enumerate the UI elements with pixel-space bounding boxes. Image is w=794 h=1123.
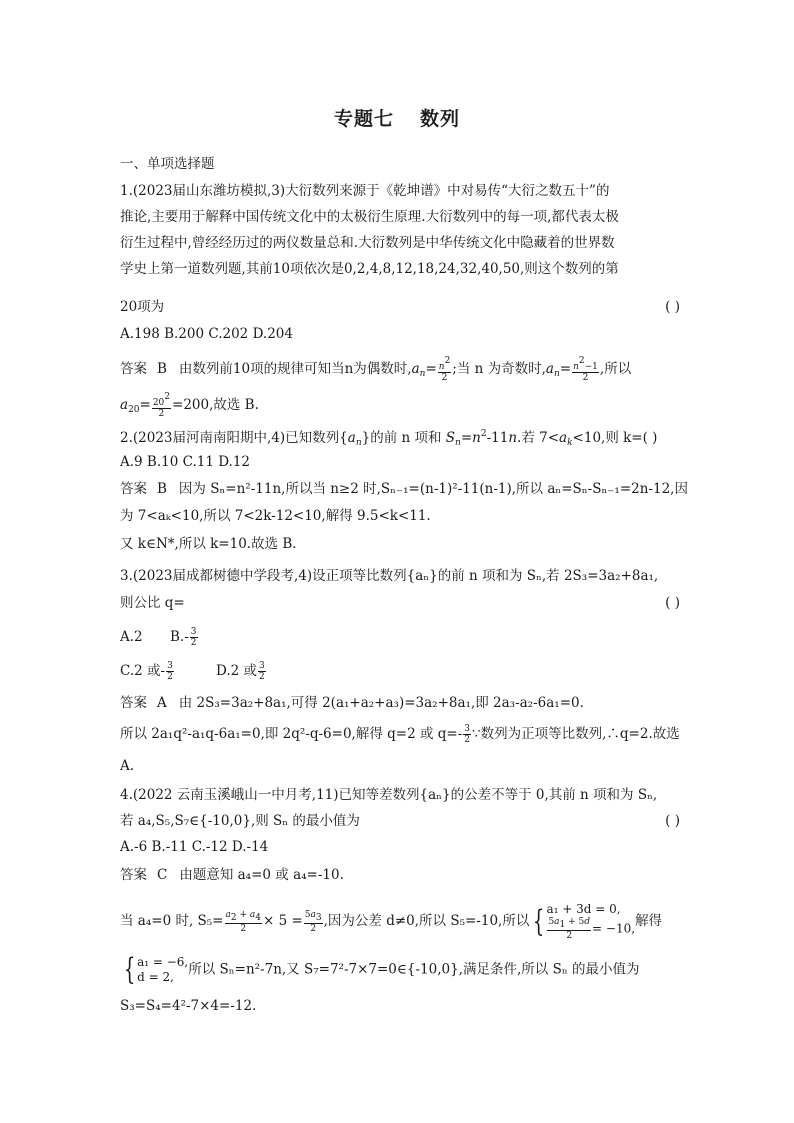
q3-frac-den-d: 2 [259, 672, 265, 682]
q3-answer-text: 由 2S₃=3a₂+8a₁,可得 2(a₁+a₂+a₃)=3a₂+8a₁,即 2a₃-a₂-6a₁=0. [178, 695, 584, 711]
q4-line-2 [120, 812, 680, 830]
q3-options-row-2 [120, 661, 680, 682]
q4-system-brace-1: { [533, 903, 545, 939]
q1-line-5 [120, 298, 680, 316]
q3-answer-fraction [463, 724, 471, 745]
q1-answer-text: 由数列前10项的规律可知当n为偶数时, [178, 361, 412, 377]
q4-options: A.-6 B.-11 C.-12 D.-14 [120, 839, 269, 855]
q4-answer-letter: C [157, 867, 168, 883]
q3-answer-text-2a: 所以 2a₁q²-a₁q-6a₁=0,即 2q²-q-6=0,解得 q=2 或 q=- [120, 726, 463, 742]
q4-answer-blank: ( ) [665, 813, 680, 829]
q3-option-c [120, 661, 216, 682]
q2-answer-line-2: 为 7<aₖ<10,所以 7<2k-12<10,解得 9.5<k<11. [120, 508, 431, 524]
q4-fraction-s5: $\frac{a_2 + a_4}{2}$ [225, 909, 261, 934]
q2-answer-letter: B [157, 481, 167, 497]
q4-system-1: a₁ + 3d = 0, $\frac{5a_1 + 5d}{2}$ = −10, [546, 902, 636, 941]
q1-fraction-even: $\frac{n^2}{2}$ [438, 356, 451, 383]
q2-options: A.9 B.10 C.11 D.12 [120, 454, 251, 470]
q2-answer-label: 答案 [120, 481, 147, 497]
q4-answer-text: 由题意知 a₄=0 或 a₄=-10. [179, 867, 344, 883]
q2-stem-d: <10,则 k=( ) [572, 430, 658, 446]
q4-answer-line-3 [120, 952, 680, 987]
q1-fraction-odd: $\frac{n^2-1}{2}$ [573, 356, 598, 383]
q4-answer-text-2a: 当 a₄=0 时, S₅= [120, 913, 224, 929]
q1-answer-letter: B [157, 361, 167, 377]
q3-stem-end: 则公比 q= [120, 595, 185, 611]
q1-options: A.198 B.200 C.202 D.204 [120, 326, 293, 342]
q1-line-2: 推论,主要用于解释中国传统文化中的太极衍生原理.大衍数列中的每一项,都代表太极 [120, 209, 619, 225]
section-heading: 一、单项选择题 [120, 156, 215, 172]
q3-answer-line-2 [120, 724, 680, 745]
q3-answer-label: 答案 [120, 695, 147, 711]
q4-answer-line-1 [120, 866, 680, 884]
q4-system-2-eq-2: d = 2, [137, 970, 174, 984]
q4-answer-line-2: 当 a₄=0 时, S₅= $\frac{a_2 + a_4}{2}$ × 5 = $\frac{5a_3}{2}$ ,因为公差 d≠0,所以 S₅=-10,所以 { a₁ + 3d = 0, $\frac{5a_1 + 5d}{2}$ = −10, 解得 [120, 902, 663, 941]
q4-answer-text-2c: 解得 [635, 913, 663, 929]
q4-answer-text-2b: ,因为公差 d≠0,所以 S₅=-10,所以 [323, 913, 530, 929]
q4-answer-label: 答案 [120, 867, 147, 883]
q3-option-d [216, 661, 267, 682]
q2-stem-b: }的前 n 项和 [361, 430, 446, 446]
q4-system-brace-2: { [123, 952, 136, 987]
q1-answer-label: 答案 [120, 361, 147, 377]
q3-line-2 [120, 594, 680, 612]
q4-system-1-eq-2: = −10, [592, 921, 636, 936]
q1-answer-line-1: 答案 B 由数列前10项的规律可知当n为偶数时$,a_n=$ $\frac{n^2}{2}$ ;当 n 为奇数时$,a_n=$ $\frac{n^2-1}{2}$ ,所以 [120, 356, 632, 383]
q3-line-1: 3.(2023届成都树德中学段考,4)设正项等比数列{aₙ}的前 n 项和为 Sₙ,若 2S₃=3a₂+8a₁, [120, 568, 659, 584]
q3-answer-line-3: A. [120, 758, 135, 774]
q1-line-1: 1.(2023届山东潍坊模拟,3)大衍数列来源于《乾坤谱》中对易传“大衍之数五十”的 [120, 183, 610, 199]
q3-answer-text-2b: ∵数列为正项等比数列,∴q=2.故选 [472, 726, 680, 742]
q3-frac-den: 2 [190, 638, 197, 648]
q4-fraction-5a3: $\frac{5a_3}{2}$ [304, 909, 322, 934]
q3-option-b [170, 627, 199, 648]
q2-answer-text: 因为 Sₙ=n²-11n,所以当 n≥2 时,Sₙ₋₁=(n-1)²-11(n-1),所以 aₙ=Sₙ-Sₙ₋₁=2n-12,因 [178, 481, 688, 497]
q2-answer-line-1 [120, 480, 688, 498]
q3-frac-num: 3 [190, 627, 197, 637]
q2-answer-line-3: 又 k∈N*,所以 k=10.故选 B. [120, 536, 297, 552]
q4-answer-text-3: 所以 Sₙ=n²-7n,又 S₇=7²-7×7=0∈{-10,0},满足条件,所以 Sₙ 的最小值为 [188, 961, 640, 978]
title-part-1: 专题七 [333, 108, 394, 130]
q4-system-2-eq-1: a₁ = −6, [137, 955, 189, 969]
page-title [0, 104, 794, 131]
q1-answer-line-2: $a_{20}=$ $\frac{20^2}{2}$ =200,故选 B. [120, 392, 259, 419]
q4-line-1: 4.(2022 云南玉溪峨山一中月考,11)已知等差数列{aₙ}的公差不等于 0,其前 n 项和为 Sₙ, [120, 787, 658, 803]
q3-answer-blank: ( ) [665, 595, 680, 611]
q1-stem-end: 20项为 [120, 299, 165, 315]
q2-stem-c: .若 7< [517, 430, 560, 446]
q1-line-4: 学史上第一道数列题,其前10项依次是0,2,4,8,12,18,24,32,40,50,则这个数列的第 [120, 261, 619, 277]
q1-line-3: 衍生过程中,曾经经历过的两仪数量总和.大衍数列是中华传统文化中隐藏着的世界数 [120, 235, 615, 251]
q3-frac-den-c: 2 [167, 672, 173, 682]
q3-answer-line-1 [120, 694, 680, 712]
q2-line-1: 2.(2023届河南南阳期中,4)已知数列$\{a_n\}$的前 n 项和 $S_n=n^2-11n$.若 $7<a_k<10$,则 k=( ) [120, 429, 658, 448]
q1-fraction-a20: $\frac{20^2}{2}$ [152, 392, 171, 419]
q4-system-2 [137, 955, 188, 985]
q3-frac-num-c: 3 [167, 661, 173, 671]
q3-answer-letter: A [157, 695, 167, 711]
q2-stem-a: 2.(2023届河南南阳期中,4)已知数列{ [120, 430, 348, 446]
q4-answer-line-4: S₃=S₄=4²-7×4=-12. [120, 998, 257, 1014]
q3-option-c-text: C.2 或- [120, 663, 166, 679]
q3-answer-frac-den: 2 [464, 735, 471, 745]
q1-answer-blank: ( ) [665, 299, 680, 315]
q3-option-a: A.2 [120, 629, 143, 645]
q3-frac-num-d: 3 [259, 661, 265, 671]
q4-system-1-eq-1: a₁ + 3d = 0, [546, 902, 621, 916]
title-part-2: 数列 [420, 108, 461, 130]
q4-stem-end: 若 a₄,S₅,S₇∈{-10,0},则 Sₙ 的最小值为 [120, 813, 360, 829]
q3-options-row-1 [120, 627, 680, 648]
q3-answer-frac-num: 3 [464, 724, 471, 734]
q1-answer-text-mid: ;当 n 为奇数时, [452, 361, 546, 377]
q1-answer-conclusion: =200,故选 B. [172, 397, 259, 413]
q3-option-b-text: B.- [170, 629, 189, 645]
q3-option-d-text: D.2 或 [216, 663, 258, 679]
q1-answer-text-end: ,所以 [599, 361, 632, 377]
